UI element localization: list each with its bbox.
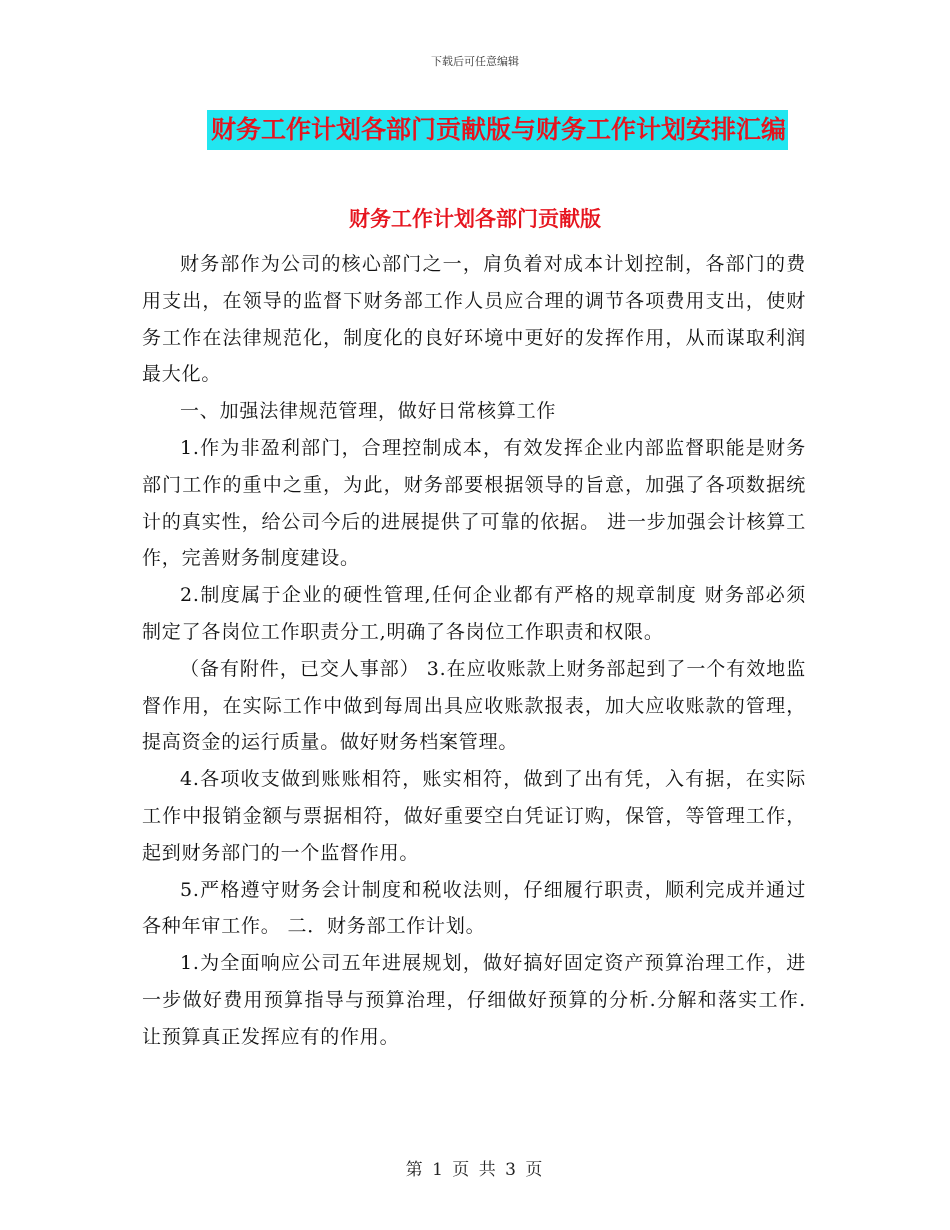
paragraph: 1.为全面响应公司五年进展规划，做好搞好固定资产预算治理工作，进一步做好费用预算指导与预算治理，仔细做好预算的分析.分解和落实工作.让预算真正发挥应有的作用。 <box>142 952 806 1048</box>
section-title: 财务工作计划各部门贡献版 <box>349 206 601 231</box>
main-title-wrap <box>0 110 950 150</box>
paragraph: 5.严格遵守财务会计制度和税收法则，仔细履行职责，顺利完成并通过各种年审工作。 二．财务部工作计划。 <box>142 878 806 938</box>
paragraph: 4.各项收支做到账账相符，账实相符，做到了出有凭，入有据，在实际工作中报销金额与票据相符，做好重要空白凭证订购，保管，等管理工作，起到财务部门的一个监督作用。 <box>142 768 806 864</box>
paragraph: 2.制度属于企业的硬性管理,任何企业都有严格的规章制度 财务部必须制定了各岗位工作职责分工,明确了各岗位工作职责和权限。 <box>142 584 806 643</box>
document-body <box>142 246 806 1056</box>
header-note: 下载后可任意编辑 <box>431 55 519 68</box>
paragraph: 1.作为非盈利部门，合理控制成本，有效发挥企业内部监督职能是财务部门工作的重中之重，为此，财务部要根据领导的旨意，加强了各项数据统计的真实性，给公司今后的进展提供了可靠的依据。 进一步加强会计核算工作，完善财务制度建设。 <box>142 436 806 570</box>
paragraph: 一、加强法律规范管理，做好日常核算工作 <box>180 400 557 423</box>
paragraph: （备有附件，已交人事部） 3.在应收账款上财务部起到了一个有效地监督作用，在实际工作中做到每周出具应收账款报表，加大应收账款的管理，提高资金的运行质量。做好财务档案管理。 <box>142 657 806 754</box>
paragraph: 财务部作为公司的核心部门之一，肩负着对成本计划控制，各部门的费用支出，在领导的监督下财务部工作人员应合理的调节各项费用支出，使财务工作在法律规范化，制度化的良好环境中更好的发挥作用，从而谋取利润最大化。 <box>142 253 806 386</box>
main-title: 财务工作计划各部门贡献版与财务工作计划安排汇编 <box>207 110 788 150</box>
page-footer: 第 1 页 共 3 页 <box>405 1160 545 1180</box>
